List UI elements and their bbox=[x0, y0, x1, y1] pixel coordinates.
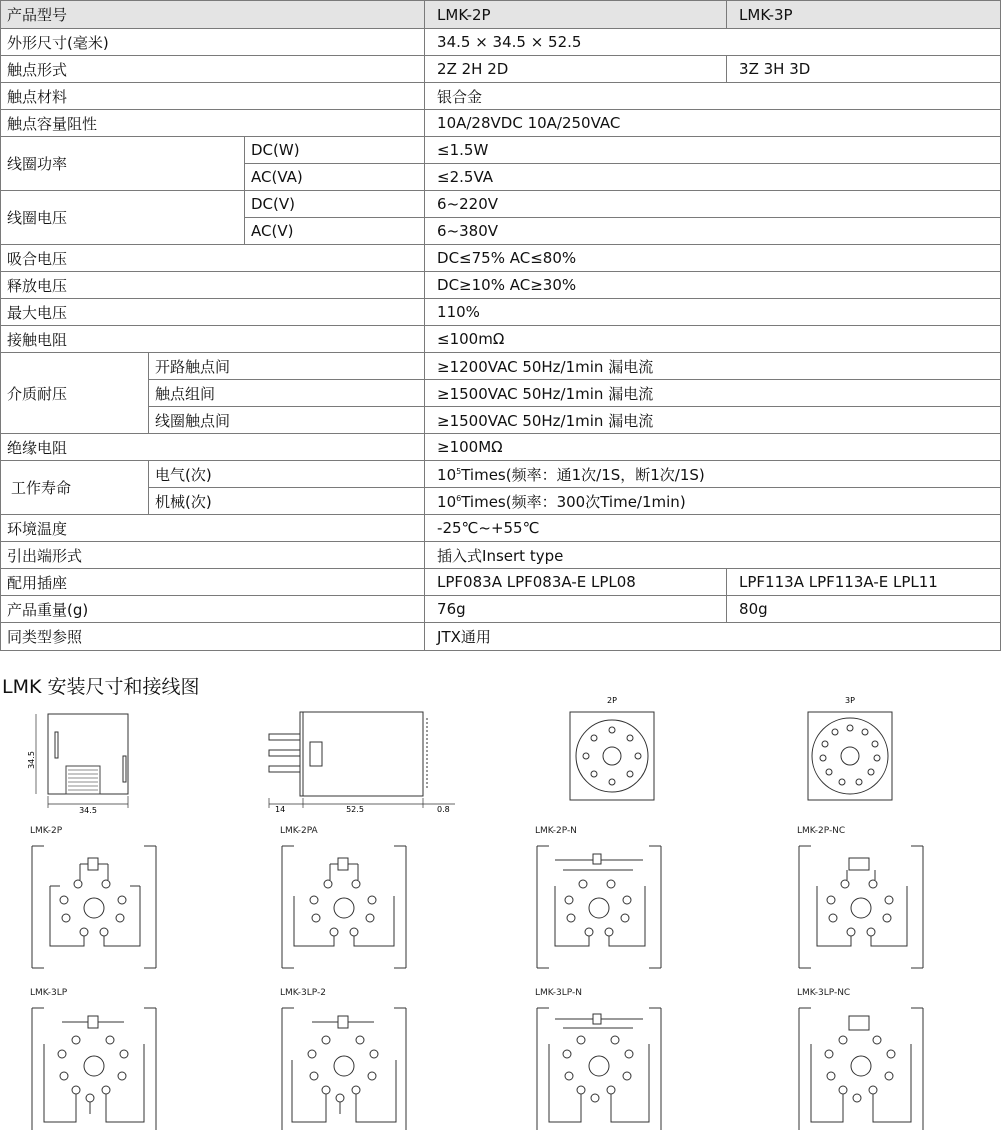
wiring-diagram-3lp-2 bbox=[278, 1004, 410, 1134]
wiring-label: LMK-2P-N bbox=[535, 826, 577, 836]
row-label: 外形尺寸(毫米) bbox=[1, 29, 425, 56]
table-row bbox=[1, 569, 1001, 596]
wiring-label: LMK-3LP bbox=[30, 988, 68, 998]
row-label: 最大电压 bbox=[1, 299, 425, 326]
table-row bbox=[1, 542, 1001, 569]
dim-body-text: 52.5 bbox=[346, 805, 364, 814]
wiring-diagram-3lp bbox=[28, 1004, 160, 1134]
wiring-label: LMK-3LP-NC bbox=[797, 988, 851, 998]
row-value: 10A/28VDC 10A/250VAC bbox=[425, 110, 1001, 137]
row-value: ≥100MΩ bbox=[425, 434, 1001, 461]
row-label: 线圈电压 bbox=[1, 191, 245, 245]
row-label: 绝缘电阻 bbox=[1, 434, 425, 461]
table-row bbox=[1, 434, 1001, 461]
exp-power: 5 bbox=[456, 466, 462, 476]
row-label: 触点容量阻性 bbox=[1, 110, 425, 137]
exp-base: 10 bbox=[437, 492, 457, 511]
wiring-diagram-2pa bbox=[278, 842, 410, 976]
row-value: ≤2.5VA bbox=[425, 164, 1001, 191]
wiring-label: LMK-2P bbox=[30, 826, 63, 836]
table-row bbox=[1, 353, 1001, 380]
row-label: 触点材料 bbox=[1, 83, 425, 110]
sub-label: 电气(次) bbox=[149, 461, 425, 488]
row-label: 介质耐压 bbox=[1, 353, 149, 434]
base-2p-drawing bbox=[560, 692, 670, 804]
row-value: 6~380V bbox=[425, 218, 1001, 245]
row-label: 产品重量(g) bbox=[1, 596, 425, 623]
row-value: ≥1500VAC 50Hz/1min 漏电流 bbox=[425, 380, 1001, 407]
row-value: 76g bbox=[425, 596, 727, 623]
sub-label: 线圈触点间 bbox=[149, 407, 425, 434]
row-value: LPF113A LPF113A-E LPL11 bbox=[727, 569, 1001, 596]
table-row bbox=[1, 56, 1001, 83]
base-2p-label: 2P bbox=[607, 696, 617, 705]
wiring-label: LMK-3LP-2 bbox=[280, 988, 326, 998]
row-value: 6~220V bbox=[425, 191, 1001, 218]
sub-label: DC(V) bbox=[245, 191, 425, 218]
table-row bbox=[1, 326, 1001, 353]
row-value: DC≥10% AC≥30% bbox=[425, 272, 1001, 299]
sub-label: DC(W) bbox=[245, 137, 425, 164]
wiring-label: LMK-2PA bbox=[280, 826, 318, 836]
row-value: 3Z 3H 3D bbox=[727, 56, 1001, 83]
row-value: 银合金 bbox=[425, 83, 1001, 110]
row-value: ≤1.5W bbox=[425, 137, 1001, 164]
table-row bbox=[1, 272, 1001, 299]
row-value: 34.5 × 34.5 × 52.5 bbox=[425, 29, 1001, 56]
sub-label: 机械(次) bbox=[149, 488, 425, 515]
dim-pin-text: 14 bbox=[275, 805, 286, 814]
table-row bbox=[1, 488, 1001, 515]
dim-height-text: 34.5 bbox=[27, 751, 36, 769]
header-col-3p: LMK-3P bbox=[727, 1, 1001, 29]
table-row bbox=[1, 299, 1001, 326]
sub-label: AC(VA) bbox=[245, 164, 425, 191]
row-label: 引出端形式 bbox=[1, 542, 425, 569]
row-label: 工作寿命 bbox=[1, 461, 149, 515]
row-value: ≥1500VAC 50Hz/1min 漏电流 bbox=[425, 407, 1001, 434]
table-row bbox=[1, 1, 1001, 29]
exp-power: 6 bbox=[456, 493, 462, 503]
row-value bbox=[425, 461, 1001, 488]
table-row bbox=[1, 461, 1001, 488]
wiring-diagram-2p bbox=[28, 842, 160, 976]
dim-gap-text: 0.8 bbox=[437, 805, 450, 814]
row-label: 配用插座 bbox=[1, 569, 425, 596]
table-row bbox=[1, 245, 1001, 272]
sub-label: 触点组间 bbox=[149, 380, 425, 407]
row-label: 同类型参照 bbox=[1, 623, 425, 651]
front-view-drawing bbox=[28, 708, 138, 818]
dim-width-text: 34.5 bbox=[79, 806, 97, 815]
row-label: 释放电压 bbox=[1, 272, 425, 299]
exp-text: Times(频率：300次Time/1min) bbox=[461, 492, 686, 511]
side-view-drawing bbox=[255, 708, 465, 818]
row-label: 触点形式 bbox=[1, 56, 425, 83]
row-value: ≥1200VAC 50Hz/1min 漏电流 bbox=[425, 353, 1001, 380]
table-row bbox=[1, 191, 1001, 218]
table-row bbox=[1, 110, 1001, 137]
header-col-2p: LMK-2P bbox=[425, 1, 727, 29]
exp-base: 10 bbox=[437, 465, 457, 484]
row-value: 插入式Insert type bbox=[425, 542, 1001, 569]
header-label: 产品型号 bbox=[1, 1, 425, 29]
row-value: -25℃~+55℃ bbox=[425, 515, 1001, 542]
exp-text: Times(频率：通1次/1S，断1次/1S) bbox=[461, 465, 705, 484]
table-row bbox=[1, 515, 1001, 542]
table-row bbox=[1, 623, 1001, 651]
row-label: 吸合电压 bbox=[1, 245, 425, 272]
wiring-label: LMK-2P-NC bbox=[797, 826, 846, 836]
wiring-diagram-2p-nc bbox=[795, 842, 927, 976]
wiring-diagram-3lp-nc bbox=[795, 1004, 927, 1134]
row-value bbox=[425, 488, 1001, 515]
row-label: 接触电阻 bbox=[1, 326, 425, 353]
wiring-diagram-3lp-n bbox=[533, 1004, 665, 1134]
table-row bbox=[1, 596, 1001, 623]
row-value: 110% bbox=[425, 299, 1001, 326]
base-3p-drawing bbox=[798, 692, 908, 804]
row-value: 80g bbox=[727, 596, 1001, 623]
section-title: LMK 安装尺寸和接线图 bbox=[2, 676, 200, 698]
wiring-diagram-2p-n bbox=[533, 842, 665, 976]
row-value: 2Z 2H 2D bbox=[425, 56, 727, 83]
table-row bbox=[1, 380, 1001, 407]
row-label: 线圈功率 bbox=[1, 137, 245, 191]
row-value: DC≤75% AC≤80% bbox=[425, 245, 1001, 272]
row-value: ≤100mΩ bbox=[425, 326, 1001, 353]
row-label: 环境温度 bbox=[1, 515, 425, 542]
table-row bbox=[1, 83, 1001, 110]
row-value: LPF083A LPF083A-E LPL08 bbox=[425, 569, 727, 596]
table-row bbox=[1, 29, 1001, 56]
base-3p-label: 3P bbox=[845, 696, 855, 705]
sub-label: AC(V) bbox=[245, 218, 425, 245]
table-row bbox=[1, 407, 1001, 434]
wiring-label: LMK-3LP-N bbox=[535, 988, 582, 998]
table-row bbox=[1, 137, 1001, 164]
row-value: JTX通用 bbox=[425, 623, 1001, 651]
sub-label: 开路触点间 bbox=[149, 353, 425, 380]
